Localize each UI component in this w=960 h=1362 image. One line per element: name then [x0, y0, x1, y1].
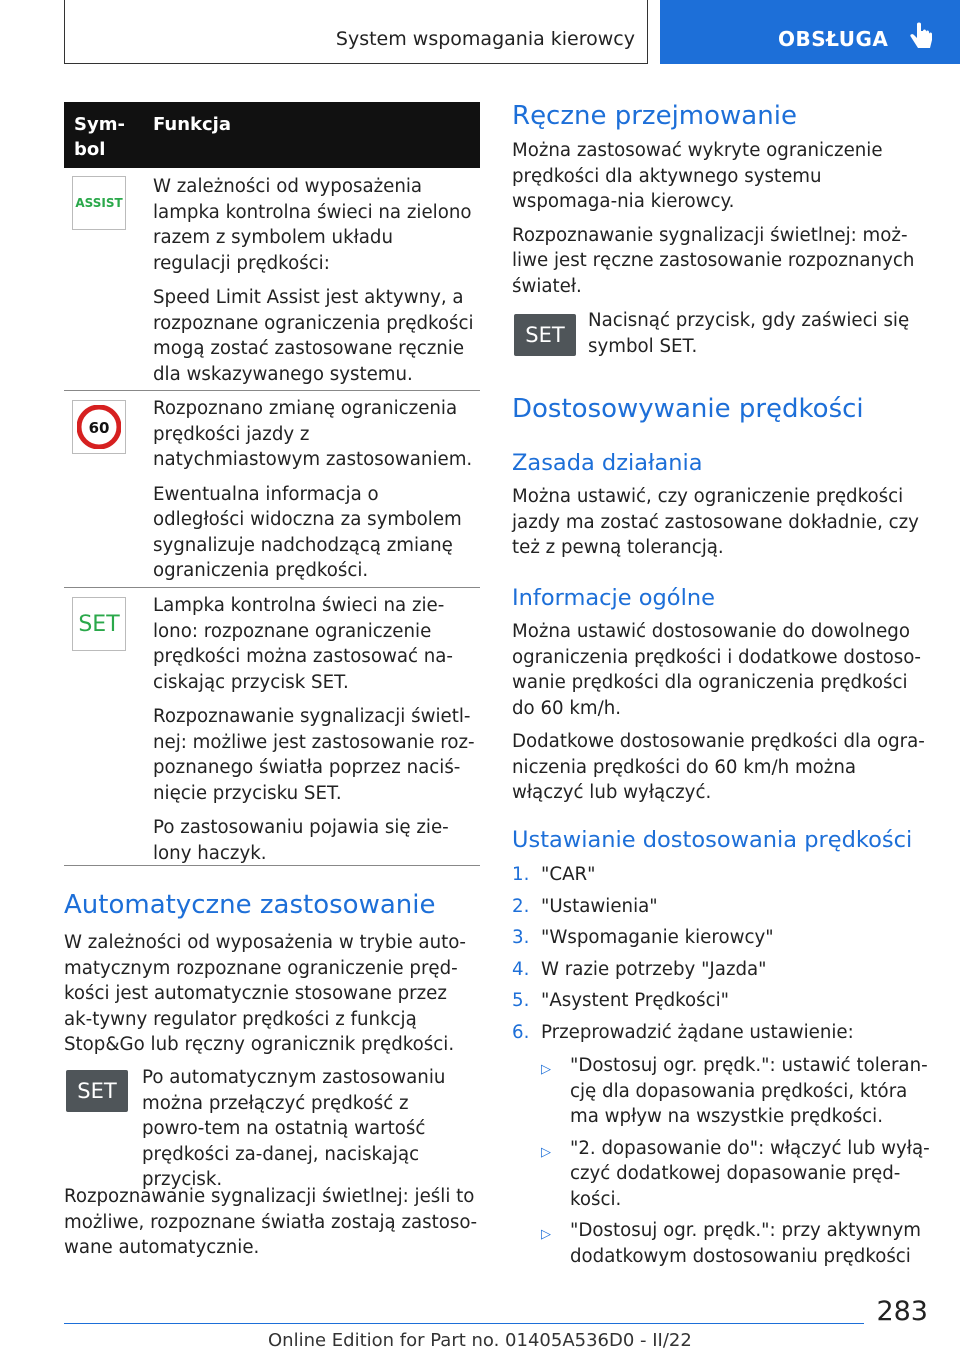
- paragraph: Rozpoznawanie sygnalizacji świetlnej: moż‐liwe jest ręczne zastosowanie rozpoznanych świateł.: [512, 224, 915, 297]
- list-item: [512, 957, 932, 983]
- speed-limit-value: 60: [88, 419, 110, 437]
- manual-button-text: [588, 308, 928, 359]
- table-header: [64, 102, 480, 168]
- row-paragraph: Rozpoznano zmianę ograniczenia prędkości jazdy z natychmiastowym zastosowaniem.: [153, 398, 473, 470]
- list-item: [541, 1053, 932, 1130]
- step-text: "CAR": [541, 864, 596, 885]
- paragraph: Rozpoznawanie sygnalizacji świetlnej: jeśli to możliwe, rozpoznane światła zostają zastoso‐wane automatycznie.: [64, 1186, 478, 1258]
- step-number: 2.: [512, 895, 530, 917]
- section-label: OBSŁUGA: [778, 27, 889, 51]
- list-item: [512, 862, 932, 888]
- set-button-icon: [66, 1070, 128, 1112]
- bullet-text: "Dostosuj ogr. prędk.": przy aktywnym dodatkowym dostosowaniu prędkości: [570, 1220, 922, 1267]
- hand-pointer-icon: [908, 22, 934, 56]
- subheading-set-adjust: Ustawianie dostosowania prędkości: [512, 827, 913, 853]
- row-text: [153, 593, 475, 875]
- row-paragraph: Rozpoznawanie sygnalizacji świetl‐nej: możliwe jest zastosowanie roz‐poznanego światła poprzez naciś‐nięcie przycisku SET.: [153, 706, 475, 804]
- steps-list: [512, 862, 932, 1275]
- page-number: 283: [876, 1296, 928, 1327]
- table-row: [64, 168, 480, 391]
- paragraph: Można zastosować wykryte ograniczenie prędkości dla aktywnego systemu wspomaga‐nia kierowcy.: [512, 140, 883, 212]
- subheading-principle: Zasada działania: [512, 450, 703, 476]
- row-paragraph: Ewentualna informacja o odległości widoczna za symbolem sygnalizuje nadchodzącą zmianę ograniczenia prędkości.: [153, 483, 462, 581]
- heading-auto: Automatyczne zastosowanie: [64, 890, 436, 920]
- header-title: System wspomagania kierowcy: [335, 28, 635, 50]
- row-paragraph: Lampka kontrolna świeci na zie‐lono: rozpoznane ograniczenie prędkości można zastosować na‐ciskając przycisk SET.: [153, 595, 453, 693]
- assist-symbol-text: ASSIST: [75, 196, 123, 210]
- step-number: 6.: [512, 1021, 530, 1043]
- step-number: 5.: [512, 990, 530, 1011]
- row-paragraph: Po zastosowaniu pojawia się zie‐lony haczyk.: [153, 817, 449, 864]
- paragraph: Można ustawić, czy ograniczenie prędkości jazdy ma zostać zastosowane dokładnie, czy też z pewną tolerancją.: [512, 486, 919, 558]
- adjust-paragraph: [512, 484, 928, 569]
- heading-adjust: Dostosowywanie prędkości: [512, 394, 864, 424]
- adjust-paragraphs: [512, 619, 932, 814]
- col-function-header: Funkcja: [153, 114, 231, 135]
- row-paragraph: W zależności od wyposażenia lampka kontrolna świeci na zielono razem z symbolem układu regulacji prędkości:: [153, 176, 472, 274]
- auto-paragraph-lights: [64, 1184, 480, 1269]
- manual-paragraphs: [512, 138, 928, 307]
- list-item: [512, 894, 932, 920]
- step-text: W razie potrzeby "Jazda": [541, 958, 767, 980]
- step-text: "Wspomaganie kierowcy": [541, 927, 774, 948]
- row-paragraph: Speed Limit Assist jest aktywny, a rozpoznane ograniczenia prędkości mogą zostać zastosowane ręcznie dla wskazywanego systemu.: [153, 287, 474, 385]
- assist-symbol-icon: [72, 176, 126, 230]
- footer-divider: [64, 1323, 864, 1324]
- step-text: "Ustawienia": [541, 895, 658, 917]
- paragraph: Można ustawić dostosowanie do dowolnego ograniczenia prędkości i dodatkowe dostoso‐wanie prędkości dla ograniczenia prędkości do 60 km/h.: [512, 621, 921, 719]
- section-tab: [660, 0, 960, 64]
- step-number: 4.: [512, 958, 530, 980]
- step-text: Przeprowadzić żądane ustawienie:: [541, 1021, 854, 1043]
- paragraph: Dodatkowe dostosowanie prędkości dla ogra‐niczenia prędkości do 60 km/h można włączyć lub wyłączyć.: [512, 731, 925, 803]
- triangle-bullet-icon: ▷: [541, 1227, 551, 1242]
- list-item: [512, 925, 932, 951]
- triangle-bullet-icon: ▷: [541, 1144, 551, 1160]
- paragraph: Nacisnąć przycisk, gdy zaświeci się symbol SET.: [588, 310, 910, 357]
- set-symbol-icon: [72, 597, 126, 651]
- paragraph: Po automatycznym zastosowaniu można przełączyć prędkość z powro‐tem na ostatnią wartość prędkości za‐danej, naciskając przycisk.: [142, 1067, 446, 1190]
- edition-text: Online Edition for Part no. 01405A536D0 - II/22: [268, 1330, 692, 1351]
- bullet-text: "2. dopasowanie do": włączyć lub wyłą‐czyć dodatkowej dopasowanie pręd‐kości.: [570, 1137, 930, 1210]
- list-item: [512, 988, 932, 1014]
- row-text: [153, 174, 475, 396]
- header-box: [64, 0, 648, 64]
- col-symbol-header: Sym‐ bol: [74, 114, 125, 160]
- table-row: [64, 390, 480, 588]
- list-item: [541, 1136, 932, 1213]
- table-row: [64, 587, 480, 866]
- speed-limit-sign-icon: [72, 400, 126, 454]
- paragraph: W zależności od wyposażenia w trybie auto‐matycznym rozpoznane ograniczenie pręd‐kości jest automatycznie stosowane przez ak‐tywny regulator prędkości z funkcją Stop&Go lub ręczny ogranicznik prędkości.: [64, 932, 466, 1055]
- triangle-bullet-icon: ▷: [541, 1062, 551, 1077]
- list-item: [541, 1218, 932, 1269]
- step-text: "Asystent Prędkości": [541, 990, 730, 1011]
- subheading-general: Informacje ogólne: [512, 585, 715, 611]
- heading-manual: Ręczne przejmowanie: [512, 101, 797, 131]
- row-text: [153, 396, 475, 593]
- step-number: 1.: [512, 864, 530, 885]
- set-button-label: SET: [514, 314, 576, 356]
- auto-button-text: [142, 1065, 476, 1193]
- auto-paragraph: [64, 930, 480, 1066]
- set-button-icon: [514, 314, 576, 356]
- list-item: [512, 1020, 932, 1270]
- bullet-text: "Dostosuj ogr. prędk.": ustawić toleran‐cję dla dopasowania prędkości, która ma wpływ na wszystkie prędkości.: [570, 1055, 928, 1127]
- step-number: 3.: [512, 927, 530, 948]
- sub-list: [541, 1053, 932, 1269]
- set-symbol-text: SET: [78, 611, 120, 637]
- set-button-label: SET: [66, 1070, 128, 1112]
